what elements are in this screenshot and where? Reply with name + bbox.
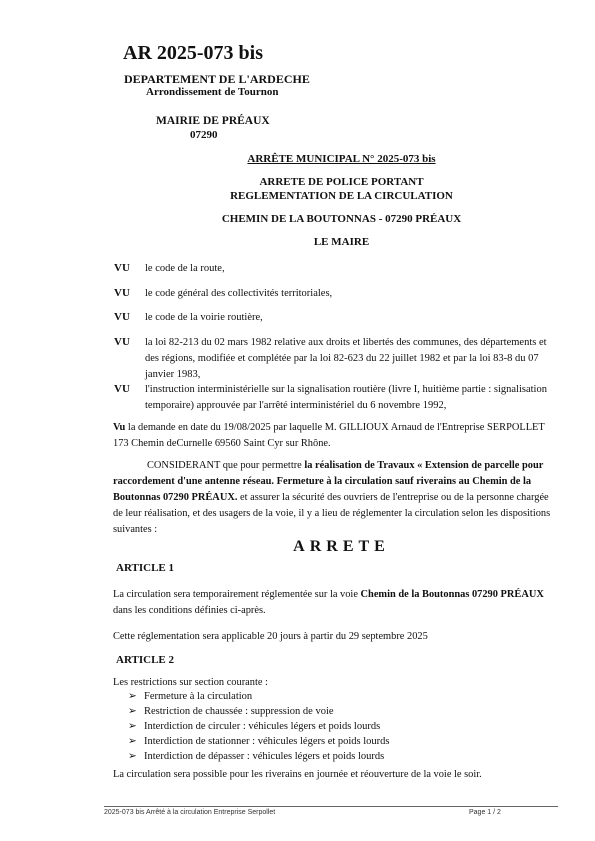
vu-item: l'instruction interministérielle sur la signalisation routière (livre I, huitième partie : signalisation temporaire) approuvée par l'arrêté interministériel du 6 novembre 1992,	[145, 384, 547, 411]
article-1-title: ARTICLE 1	[116, 562, 174, 574]
chemin-title: CHEMIN DE LA BOUTONNAS - 07290 PRÉAUX	[221, 213, 462, 225]
considerant-paragraph	[113, 458, 558, 538]
vu-item: le code de la voirie routière,	[145, 312, 263, 323]
demande-text: la demande en date du 19/08/2025 par laquelle M. GILLIOUX Arnaud de l'Entreprise SERPOLLET 173 Chemin deCurnelle 69560 Saint Cyr sur Rhône.	[113, 422, 545, 449]
demande-lead: Vu	[113, 422, 126, 433]
article-1-text-a: La circulation sera temporairement réglementée sur la voie	[113, 589, 361, 600]
vu-label: VU	[114, 262, 130, 274]
article-2-title: ARTICLE 2	[116, 654, 174, 666]
article-1-duration: Cette réglementation sera applicable 20 jours à partir du 29 septembre 2025	[113, 631, 428, 642]
considerant-bold: la réalisation de Travaux « Extension de parcelle pour raccordement d'une antenne réseau. Fermeture à la circulation sauf riverains au Chemin de la Boutonnas 07290 PRÉAUX.	[113, 460, 544, 503]
article-2-intro: Les restrictions sur section courante :	[113, 677, 268, 688]
footer-page-number: Page 1 / 2	[469, 809, 501, 816]
mairie-name: MAIRIE DE PRÉAUX	[156, 115, 270, 127]
arrow-bullet-icon: ➢	[128, 691, 137, 702]
list-item: ➢ Interdiction de dépasser : véhicules légers et poids lourds	[128, 751, 385, 762]
considerant-lead: CONSIDERANT	[147, 460, 221, 471]
arrondissement-name: Arrondissement de Tournon	[146, 86, 279, 98]
police-title-line-1: ARRETE DE POLICE PORTANT	[259, 176, 424, 188]
arrow-bullet-icon: ➢	[128, 736, 137, 747]
vu-label: VU	[114, 287, 130, 299]
document-reference-title: AR 2025-073 bis	[123, 42, 264, 64]
list-item: ➢ Fermeture à la circulation	[128, 691, 253, 702]
police-title-line-2: REGLEMENTATION DE LA CIRCULATION	[230, 190, 453, 202]
department-name: DEPARTEMENT DE L'ARDECHE	[124, 72, 310, 86]
arrow-bullet-icon: ➢	[128, 751, 137, 762]
list-item: ➢ Interdiction de circuler : véhicules légers et poids lourds	[128, 721, 381, 732]
article-1-text-b: dans les conditions définies ci-après.	[113, 605, 266, 616]
vu-item: la loi 82-213 du 02 mars 1982 relative aux droits et libertés des communes, des départements et des régions, modifiée et complétée par la loi 82-623 du 22 juillet 1982 et par la loi 83-8 du 07 janvier 1983,	[145, 337, 547, 380]
list-item: ➢ Restriction de chaussée : suppression de voie	[128, 706, 334, 717]
vu-label: VU	[114, 383, 130, 395]
article-1-paragraph	[113, 587, 558, 619]
list-item: ➢ Interdiction de stationner : véhicules légers et poids lourds	[128, 736, 390, 747]
article-2-closing: La circulation sera possible pour les riverains en journée et réouverture de la voie le soir.	[113, 769, 482, 780]
considerant-part-1: que pour permettre	[220, 460, 305, 471]
footer-divider	[104, 806, 558, 807]
le-maire-heading: LE MAIRE	[313, 236, 370, 248]
considerant-part-2: et assurer la sécurité des ouvriers de l'entreprise ou de la personne chargée de leur réalisation, et des usagers de la voie, il y a lieu de réglementer la circulation selon les dispositions suivantes :	[113, 492, 551, 535]
arrow-bullet-icon: ➢	[128, 706, 137, 717]
footer-document-label: 2025-073 bis Arrêté à la circulation Entreprise Serpollet	[104, 809, 276, 816]
postal-code: 07290	[190, 129, 218, 141]
arrete-heading: ARRETE	[293, 538, 390, 555]
restrictions-list	[128, 689, 390, 764]
vu-item: le code général des collectivités territoriales,	[145, 288, 333, 299]
arrete-municipal-number: ARRÊTE MUNICIPAL N° 2025-073 bis	[247, 153, 436, 165]
demande-paragraph	[113, 420, 558, 452]
article-1-location: Chemin de la Boutonnas 07290 PRÉAUX	[360, 589, 544, 600]
vu-item: le code de la route,	[145, 263, 225, 274]
vu-label: VU	[114, 336, 130, 348]
vu-label: VU	[114, 311, 130, 323]
arrow-bullet-icon: ➢	[128, 721, 137, 732]
